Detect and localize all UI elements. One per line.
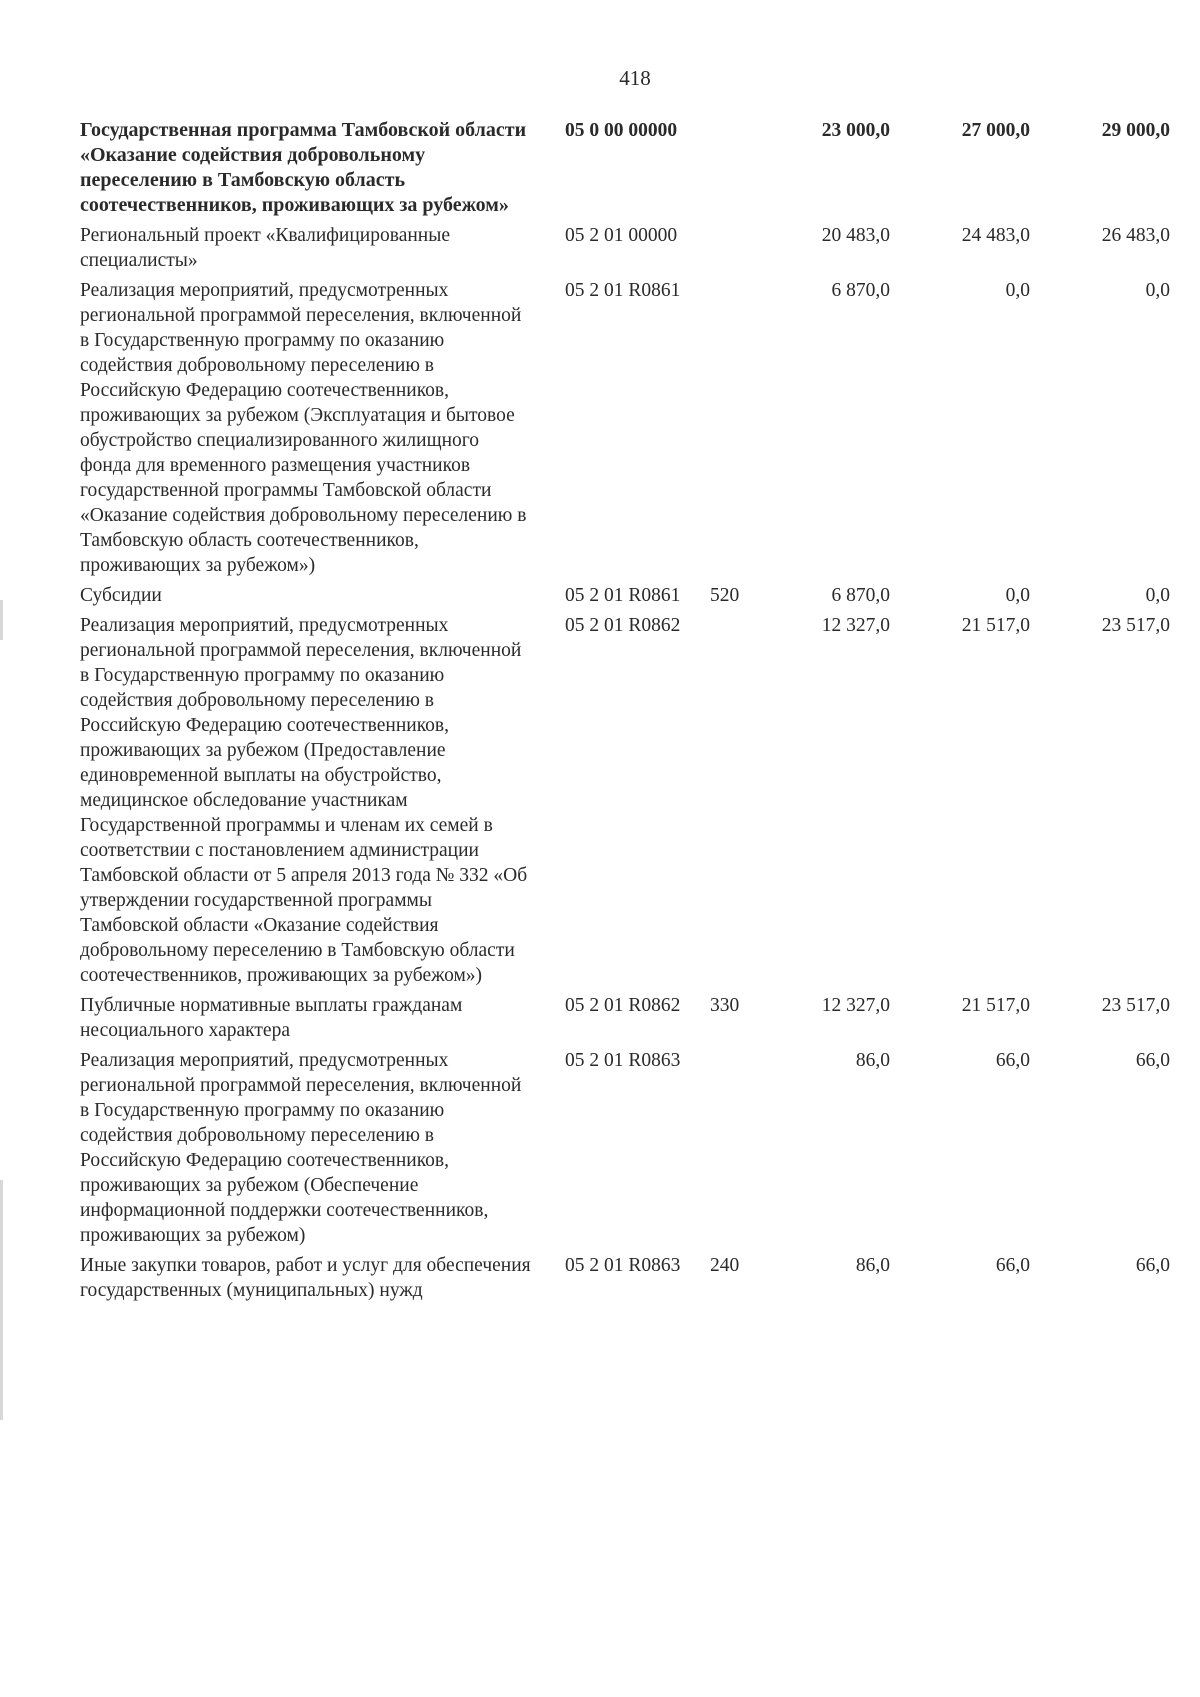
table-row-measure-r0861 — [80, 278, 1170, 578]
row-name: Публичные нормативные выплаты гражданам несоциального характера — [80, 995, 463, 1041]
row-amount-3: 0,0 — [1145, 585, 1170, 606]
row-name: Государственная программа Тамбовской области «Оказание содействия добровольному переселению в Тамбовскую область соотечественников, проживающих за рубежом» — [80, 119, 527, 216]
row-code: 05 2 01 R0862 — [565, 995, 681, 1016]
row-amount-2: 24 483,0 — [961, 225, 1030, 246]
row-amount-2: 27 000,0 — [961, 120, 1030, 141]
row-expense-type: 520 — [710, 585, 740, 606]
row-amount-2: 0,0 — [1005, 585, 1030, 606]
row-amount-1: 12 327,0 — [821, 995, 890, 1016]
row-expense-type: 330 — [710, 995, 740, 1016]
row-code: 05 2 01 00000 — [565, 225, 678, 246]
row-amount-1: 6 870,0 — [831, 280, 890, 301]
row-amount-2: 66,0 — [995, 1255, 1030, 1276]
row-amount-2: 21 517,0 — [961, 615, 1030, 636]
scan-edge-artifact — [0, 1180, 3, 1420]
row-amount-2: 21 517,0 — [961, 995, 1030, 1016]
row-amount-2: 0,0 — [1005, 280, 1030, 301]
row-code: 05 2 01 R0861 — [565, 280, 681, 301]
row-name: Реализация мероприятий, предусмотренных региональной программой переселения, включенной в Государственную программу по оказанию содействия добровольному переселению в Российскую Федерацию соотечественников, проживающих за рубежом (Предоставление единовременной выплаты на обустройство, медицинское обследование участникам Государственной программы и членам их семей в соответствии с постановлением администрации Тамбовской области от 5 апреля 2013 года № 332 «Об утверждении государственной программы Тамбовской области «Оказание содействия добровольному переселению в Тамбовскую области соотечественников, проживающих за рубежом») — [80, 615, 528, 986]
row-amount-1: 23 000,0 — [821, 120, 890, 141]
table-row-measure-r0862 — [80, 613, 1170, 988]
row-amount-1: 86,0 — [855, 1255, 890, 1276]
page-number: 418 — [619, 66, 651, 90]
row-name: Субсидии — [80, 585, 162, 606]
row-amount-3: 23 517,0 — [1101, 995, 1170, 1016]
row-name: Региональный проект «Квалифицированные специалисты» — [80, 225, 450, 271]
row-name: Реализация мероприятий, предусмотренных региональной программой переселения, включенной в Государственную программу по оказанию содействия добровольному переселению в Российскую Федерацию соотечественников, проживающих за рубежом (Эксплуатация и бытовое обустройство специализированного жилищного фонда для временного размещения участников государственной программы Тамбовской области «Оказание содействия добровольному переселению в Тамбовскую область соотечественников, проживающих за рубежом») — [80, 280, 527, 576]
row-amount-3: 66,0 — [1135, 1050, 1170, 1071]
row-amount-3: 66,0 — [1135, 1255, 1170, 1276]
row-amount-3: 26 483,0 — [1101, 225, 1170, 246]
row-amount-1: 20 483,0 — [821, 225, 890, 246]
row-code: 05 2 01 R0863 — [565, 1255, 681, 1276]
budget-table — [80, 118, 1170, 1308]
table-row-regional-project — [80, 223, 1170, 273]
table-row-public-payments — [80, 993, 1170, 1043]
row-name: Реализация мероприятий, предусмотренных региональной программой переселения, включенной в Государственную программу по оказанию содействия добровольному переселению в Российскую Федерацию соотечественников, проживающих за рубежом (Обеспечение информационной поддержки соотечественников, проживающих за рубежом) — [80, 1050, 522, 1246]
row-amount-1: 12 327,0 — [821, 615, 890, 636]
row-name: Иные закупки товаров, работ и услуг для обеспечения государственных (муниципальных) нужд — [80, 1255, 531, 1301]
table-row-measure-r0863 — [80, 1048, 1170, 1248]
row-amount-3: 0,0 — [1145, 280, 1170, 301]
row-amount-1: 86,0 — [855, 1050, 890, 1071]
table-row-state-program — [80, 118, 1170, 218]
row-code: 05 0 00 00000 — [565, 120, 678, 141]
row-amount-1: 6 870,0 — [831, 585, 890, 606]
row-expense-type: 240 — [710, 1255, 740, 1276]
row-amount-3: 23 517,0 — [1101, 615, 1170, 636]
row-code: 05 2 01 R0861 — [565, 585, 681, 606]
row-amount-3: 29 000,0 — [1101, 120, 1170, 141]
table-row-subsidies — [80, 583, 1170, 608]
row-code: 05 2 01 R0863 — [565, 1050, 681, 1071]
row-amount-2: 66,0 — [995, 1050, 1030, 1071]
scan-edge-artifact — [0, 600, 3, 640]
table-row-other-procurement — [80, 1253, 1170, 1303]
row-code: 05 2 01 R0862 — [565, 615, 681, 636]
